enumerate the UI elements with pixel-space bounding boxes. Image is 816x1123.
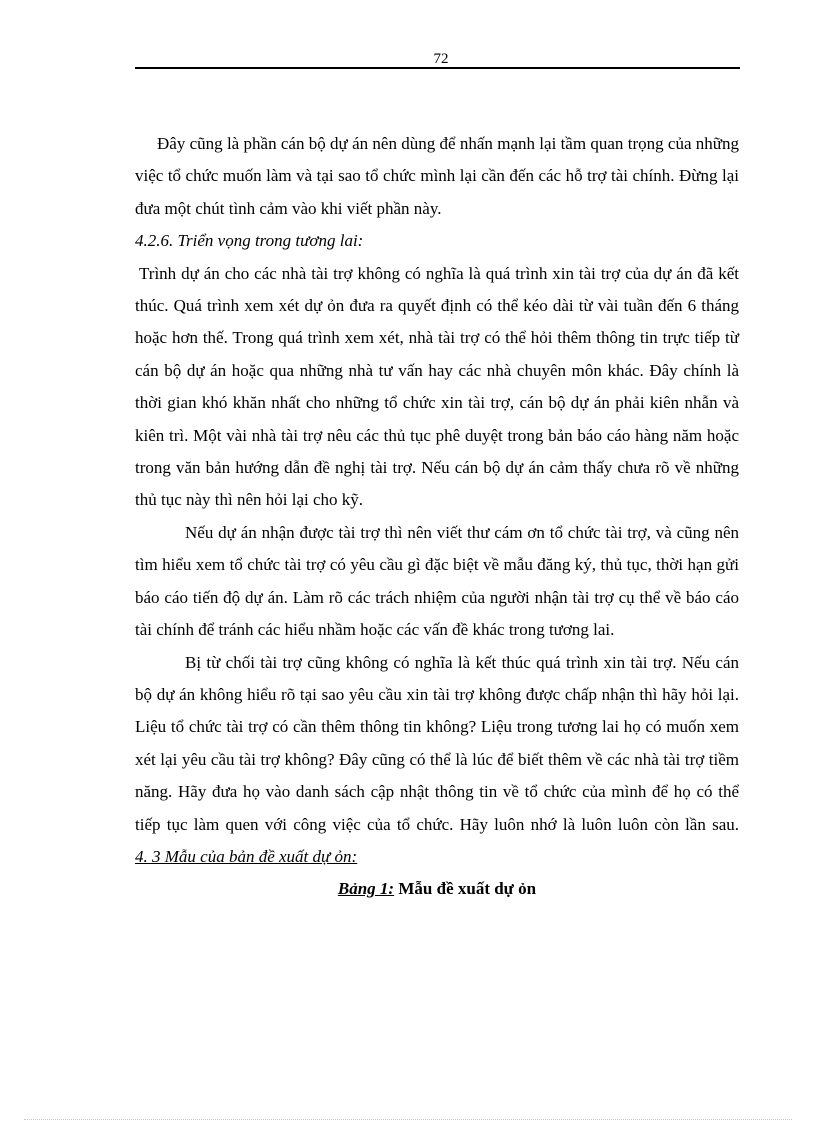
paragraph-review-process: Trình dự án cho các nhà tài trợ không có nghĩa là quá trình xin tài trợ của dự án đã kết thúc. Quá trình xem xét dự ỏn đưa ra quyết định có thể kéo dài từ vài tuần đến 6 tháng hoặc hơn thế. Trong quá trình xem xét, nhà tài trợ có thể hỏi thêm thông tin trực tiếp từ cán bộ dự án hoặc qua những nhà tư vấn hay các nhà chuyên môn khác. Đây chính là thời gian khó khăn nhất cho những tổ chức xin tài trợ, cán bộ dự án phải kiên nhẫn và kiên trì. Một vài nhà tài trợ nêu các thủ tục phê duyệt trong bản báo cáo hàng năm hoặc trong văn bản hướng dẫn đề nghị tài trợ. Nếu cán bộ dự án cảm thấy chưa rõ về những thủ tục này thì nên hỏi lại cho kỹ. <box>135 263 739 510</box>
table-caption-text: Mẫu đề xuất dự ỏn <box>394 879 537 899</box>
section-heading-future-prospects: 4.2.6. Triển vọng trong tương lai: <box>135 231 364 251</box>
document-body <box>135 128 739 906</box>
footer-dotted-line <box>24 1119 792 1120</box>
header-rule <box>135 67 740 69</box>
section-heading-proposal-template: 4. 3 Mẫu của bản đề xuất dự ỏn: <box>135 846 358 866</box>
paragraph-importance: Đây cũng là phần cán bộ dự án nên dùng để nhấn mạnh lại tầm quan trọng của những việc tổ chức muốn làm và tại sao tổ chức mình lại cần đến các hỗ trợ tài chính. Đừng lại đưa một chút tình cảm vào khi viết phần này. <box>135 134 739 218</box>
paragraph-grant-received: Nếu dự án nhận được tài trợ thì nên viết thư cám ơn tổ chức tài trợ, và cũng nên tìm hiểu xem tổ chức tài trợ có yêu cầu gì đặc biệt về mẫu đăng ký, thủ tục, thời hạn gửi báo cáo tiến độ dự án. Làm rõ các trách nhiệm của người nhận tài trợ cụ thể về báo cáo tài chính để tránh các hiểu nhầm hoặc các vấn đề khác trong tương lai. <box>135 522 739 640</box>
table-caption <box>135 873 739 905</box>
table-caption-label: Bảng 1: <box>337 879 395 899</box>
page-number: 72 <box>433 51 449 67</box>
paragraph-grant-rejected: Bị từ chối tài trợ cũng không có nghĩa là kết thúc quá trình xin tài trợ. Nếu cán bộ dự án không hiểu rõ tại sao yêu cầu xin tài trợ không được chấp nhận thì hãy hỏi lại. Liệu tổ chức tài trợ có cần thêm thông tin không? Liệu trong tương lai họ có muốn xem xét lại yêu cầu tài trợ không? Đây cũng có thể là lúc để biết thêm về các nhà tài trợ tiềm năng. Hãy đưa họ vào danh sách cập nhật thông tin về tổ chức của mình để họ có thể tiếp tục làm quen với công việc của tổ chức. Hãy luôn nhớ là luôn luôn còn lần sau. <box>135 652 739 834</box>
